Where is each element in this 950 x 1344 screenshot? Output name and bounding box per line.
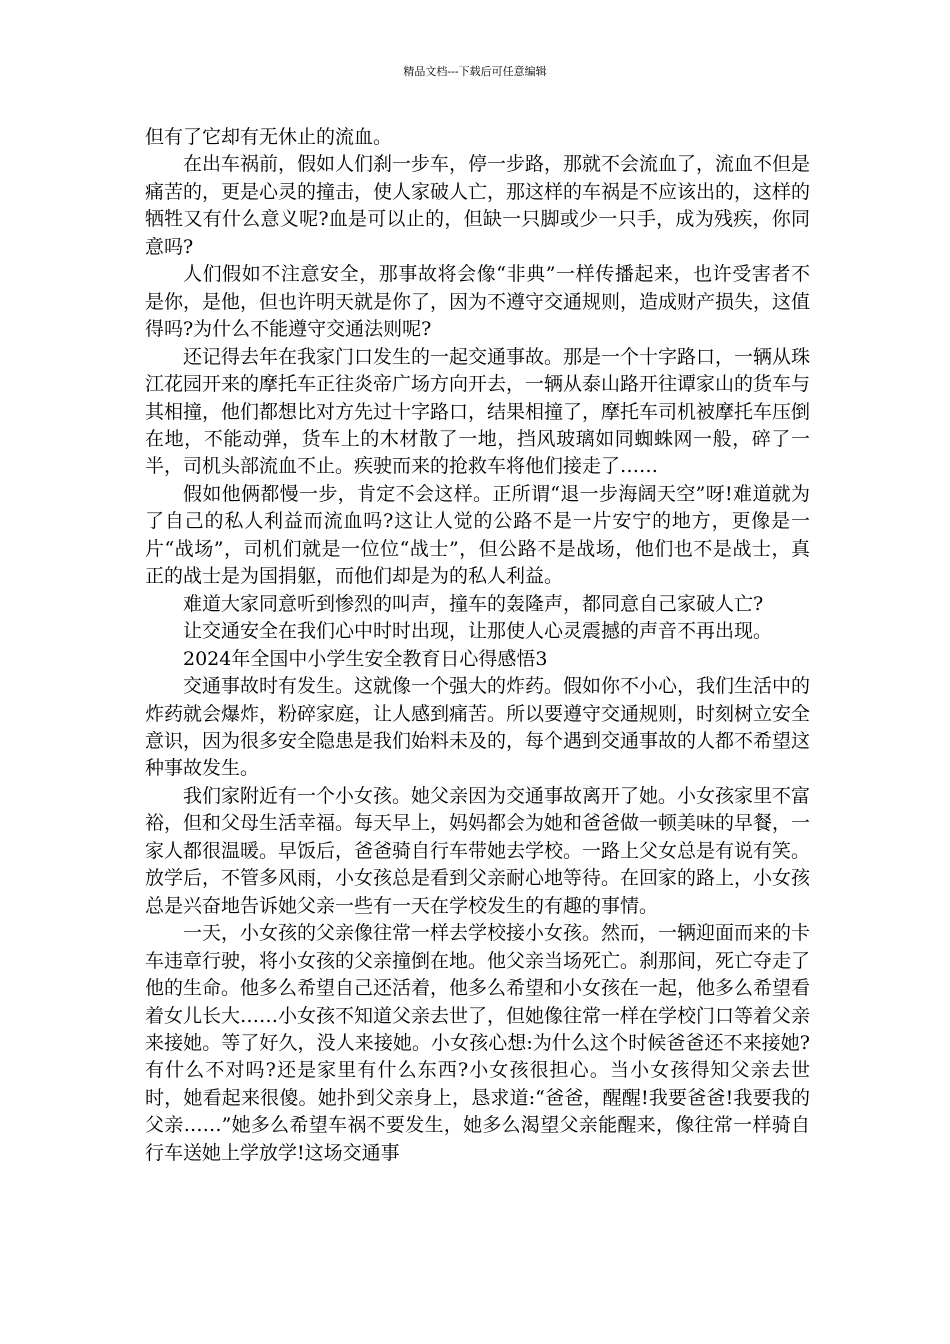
document-body bbox=[145, 124, 810, 1167]
paragraph: 但有了它却有无休止的流血。 bbox=[145, 126, 393, 148]
paragraph: 让交通安全在我们心中时时出现，让那使人心灵震撼的声音不再出现。 bbox=[183, 620, 773, 643]
paragraph: 难道大家同意听到惨烈的叫声，撞车的轰隆声，都同意自己家破人亡? bbox=[183, 592, 764, 615]
paragraph: 假如他俩都慢一步，肯定不会这样。正所谓“退一步海阔天空”呀!难道就为了自己的私人利益而流血吗?这让人觉的公路不是一片安宁的地方，更像是一片“战场”，司机们就是一位位“战士”，但公路不是战场，他们也不是战士，真正的战士是为国捐躯，而他们却是为的私人利益。 bbox=[145, 482, 810, 588]
paragraph: 交通事故时有发生。这就像一个强大的炸药。假如你不小心，我们生活中的炸药就会爆炸，粉碎家庭，让人感到痛苦。所以要遵守交通规则，时刻树立安全意识，因为很多安全隐患是我们始料未及的，每个遇到交通事故的人都不希望这种事故发生。 bbox=[145, 675, 811, 780]
section-heading: 2024年全国中小学生安全教育日心得感悟3 bbox=[183, 647, 548, 670]
paragraph: 人们假如不注意安全，那事故将会像“非典”一样传播起来，也许受害者不是你，是他，但也许明天就是你了，因为不遵守交通规则，造成财产损失，这值得吗?为什么不能遵守交通法则呢? bbox=[145, 263, 811, 341]
paragraph: 还记得去年在我家门口发生的一起交通事故。那是一个十字路口，一辆从珠江花园开来的摩托车正往炎帝广场方向开去，一辆从泰山路开往谭家山的货车与其相撞，他们都想比对方先过十字路口，结果相撞了，摩托车司机被摩托车压倒在地，不能动弹，货车上的木材散了一地，挡风玻璃如同蜘蛛网一般，碎了一半，司机头部流血不止。疾驶而来的抢救车将他们接走了…… bbox=[145, 345, 811, 478]
paragraph: 我们家附近有一个小女孩。她父亲因为交通事故离开了她。小女孩家里不富裕，但和父母生活幸福。每天早上，妈妈都会为她和爸爸做一顿美味的早餐，一家人都很温暖。早饭后，爸爸骑自行车带她去学校。一路上父女总是有说有笑。放学后，不管多风雨，小女孩总是看到父亲耐心地等待。在回家的路上，小女孩总是兴奋地告诉她父亲一些有一天在学校发生的有趣的事情。 bbox=[145, 784, 811, 917]
paragraph: 一天，小女孩的父亲像往常一样去学校接小女孩。然而，一辆迎面而来的卡车违章行驶，将小女孩的父亲撞倒在地。他父亲当场死亡。刹那间，死亡夺走了他的生命。他多么希望自己还活着，他多么希望和小女孩在一起，他多么希望看着女儿长大……小女孩不知道父亲去世了，但她像往常一样在学校门口等着父亲来接她。等了好久，没人来接她。小女孩心想:为什么这个时候爸爸还不来接她?有什么不对吗?还是家里有什么东西?小女孩很担心。当小女孩得知父亲去世时，她看起来很傻。她扑到父亲身上，恳求道:“爸爸，醒醒!我要爸爸!我要我的父亲……”她多么希望车祸不要发生，她多么渴望父亲能醒来，像往常一样骑自行车送她上学放学!这场交通事 bbox=[145, 922, 811, 1164]
paragraph: 在出车祸前，假如人们刹一步车，停一步路，那就不会流血了，流血不但是痛苦的，更是心灵的撞击，使人家破人亡，那这样的车祸是不应该出的，这样的牺牲又有什么意义呢?血是可以止的，但缺一只脚或少一只手，成为残疾，你同意吗? bbox=[145, 153, 811, 258]
page-header: 精品文档---下载后可任意编辑 bbox=[403, 65, 547, 78]
